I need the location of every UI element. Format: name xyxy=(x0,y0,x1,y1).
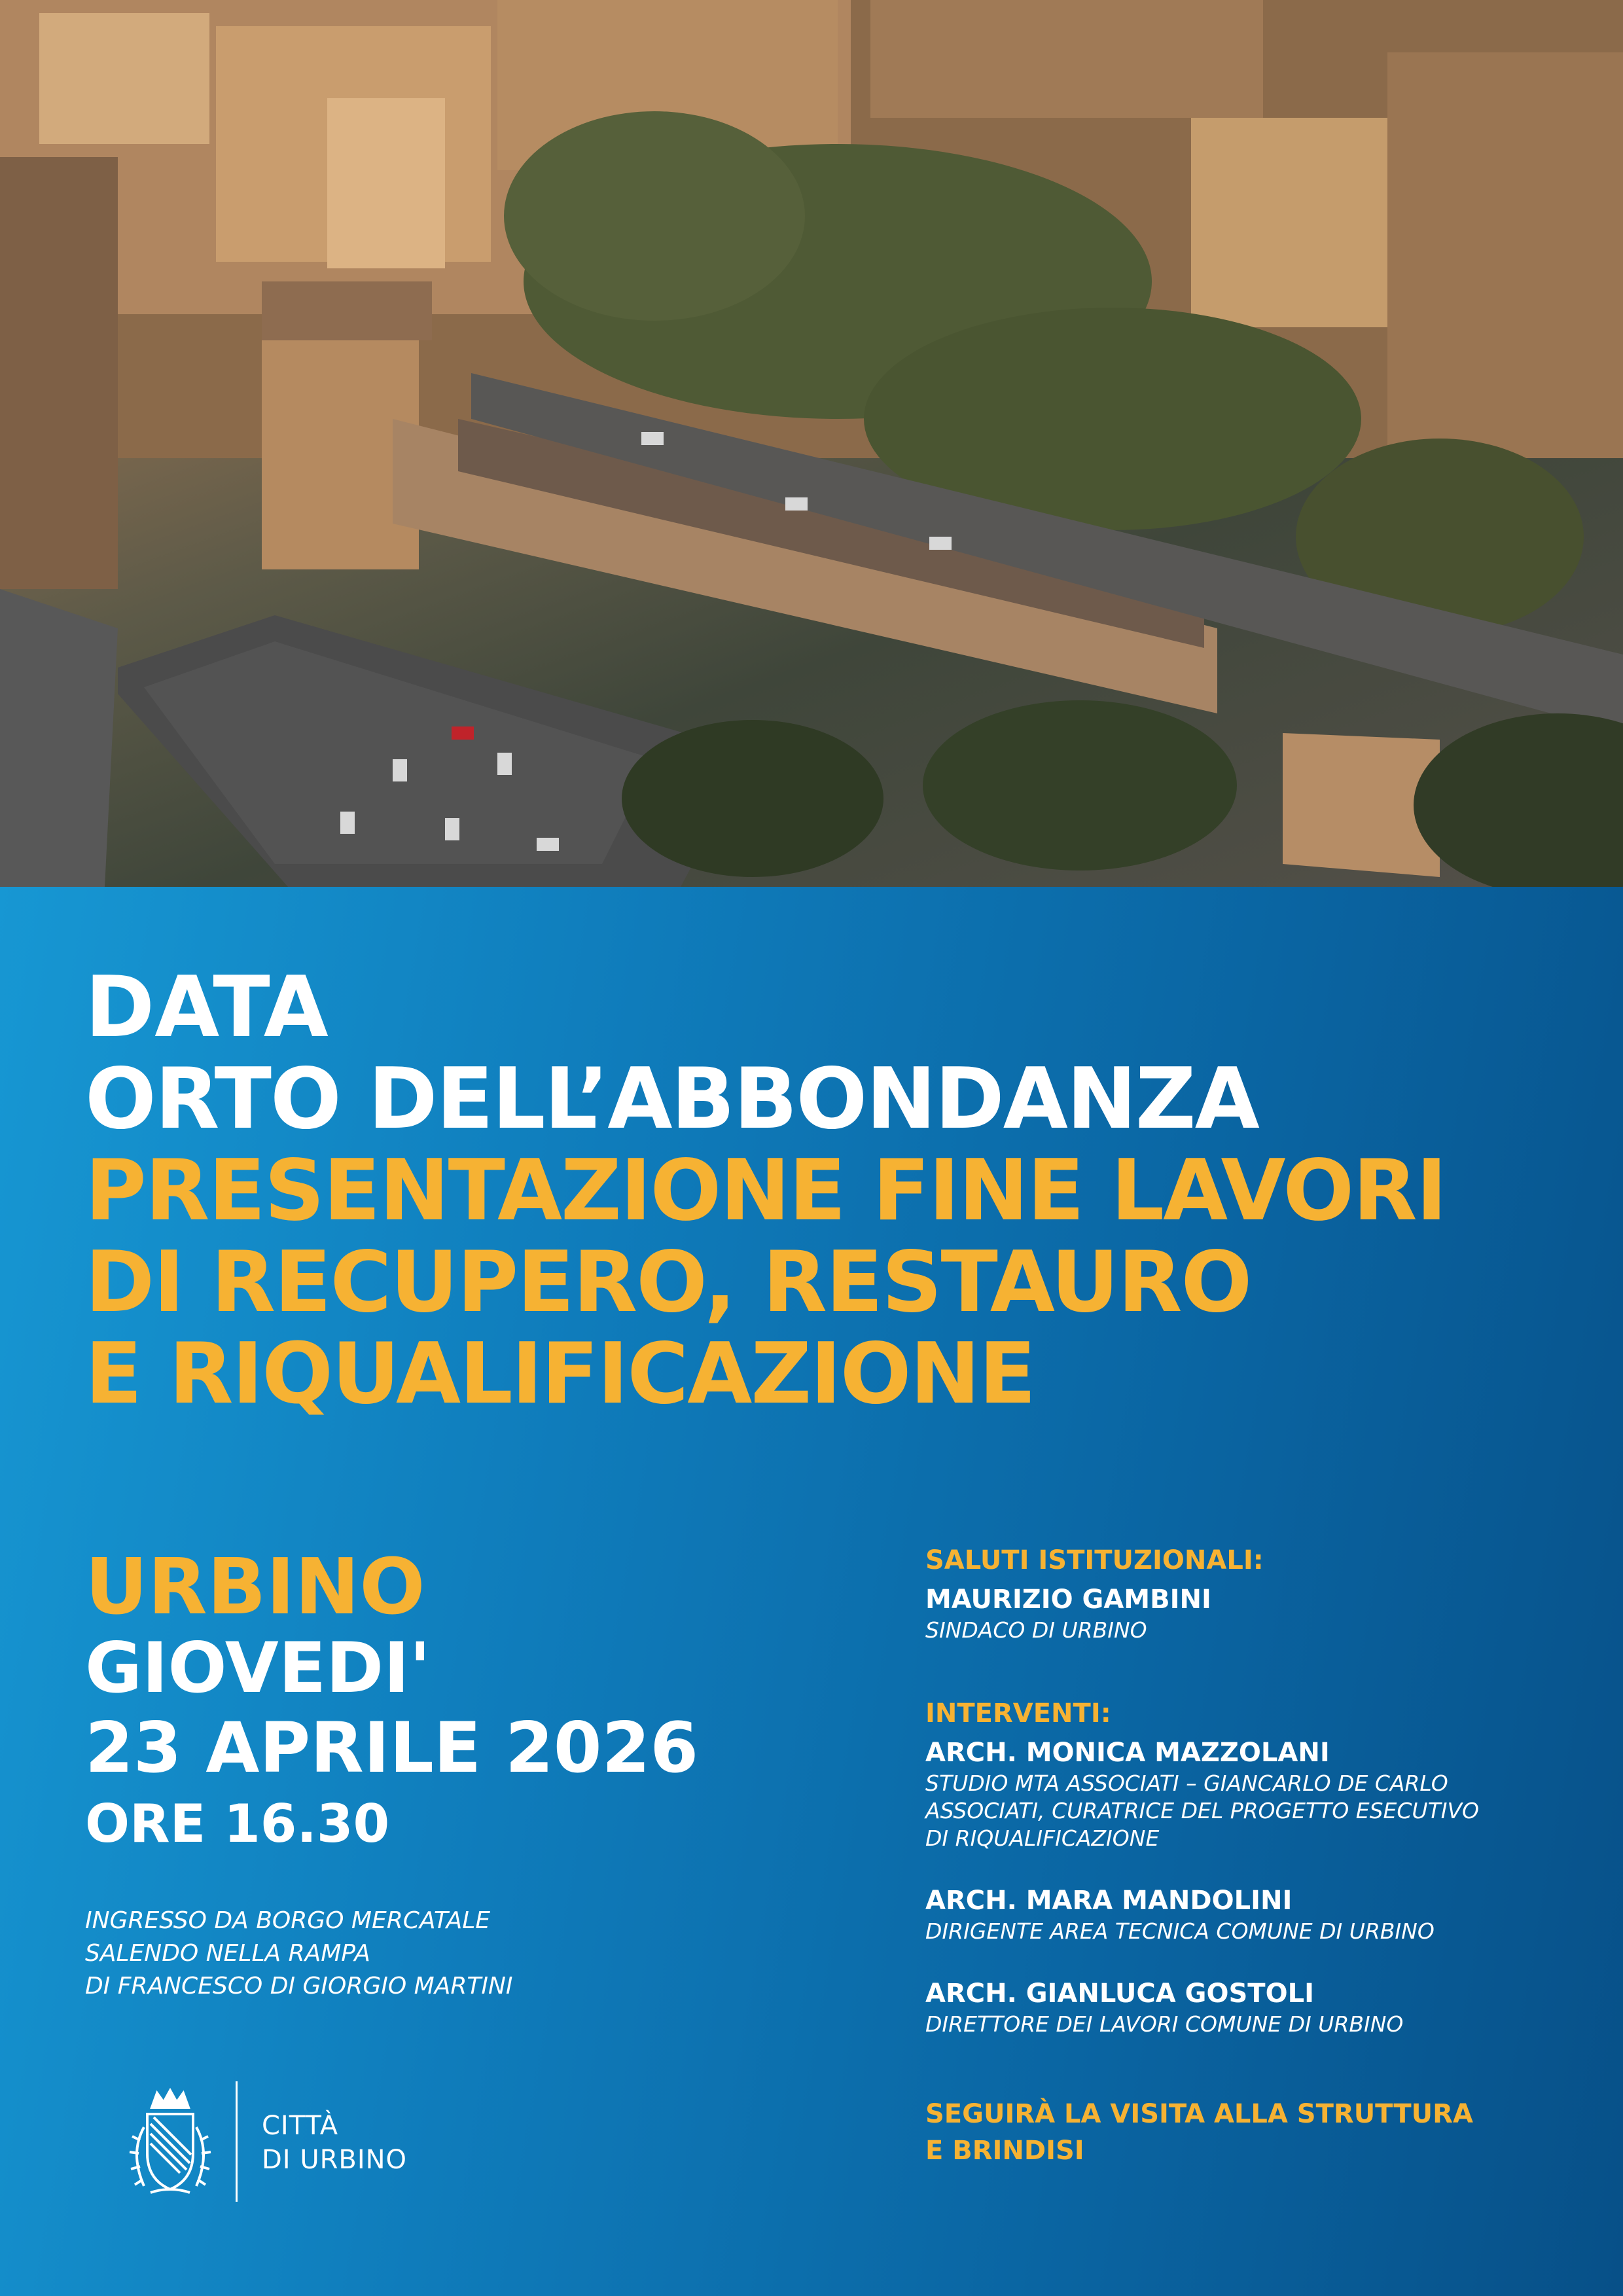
greeter-role: SINDACO DI URBINO xyxy=(925,1617,1147,1643)
city-logo xyxy=(124,2081,425,2206)
greetings-heading: SALUTI ISTITUZIONALI: xyxy=(925,1545,1264,1575)
event-day: GIOVEDI' xyxy=(85,1628,431,1708)
speakers-heading: INTERVENTI: xyxy=(925,1698,1111,1729)
title-line-5: E RIQUALIFICAZIONE xyxy=(85,1325,1035,1423)
aerial-photo xyxy=(0,0,1623,887)
speaker-role-line: DIRIGENTE AREA TECNICA COMUNE DI URBINO xyxy=(925,1918,1435,1944)
event-city: URBINO xyxy=(85,1541,425,1632)
logo-line-2: DI URBINO xyxy=(262,2145,408,2175)
title-line-1: DATA xyxy=(85,959,329,1056)
speaker-role-line: STUDIO MTA ASSOCIATI – GIANCARLO DE CARLO xyxy=(925,1770,1448,1796)
closing-line-2: E BRINDISI xyxy=(925,2136,1084,2166)
logo-text xyxy=(262,2109,407,2177)
aerial-photo-illustration xyxy=(0,0,1623,887)
title-block xyxy=(85,959,1446,1423)
speaker-name: ARCH. MONICA MAZZOLANI xyxy=(925,1738,1330,1768)
closing-line-1: SEGUIRÀ LA VISITA ALLA STRUTTURA xyxy=(925,2099,1473,2129)
title-line-4: DI RECUPERO, RESTAURO xyxy=(85,1234,1251,1331)
entrance-line-1: INGRESSO DA BORGO MERCATALE xyxy=(85,1907,490,1934)
city-crest-icon xyxy=(124,2088,216,2199)
speaker-name: ARCH. GIANLUCA GOSTOLI xyxy=(925,1979,1314,2009)
greeter-name: MAURIZIO GAMBINI xyxy=(925,1585,1211,1615)
speaker-role-line: DI RIQUALIFICAZIONE xyxy=(925,1825,1160,1851)
entrance-line-2: SALENDO NELLA RAMPA xyxy=(85,1940,370,1967)
event-time: ORE 16.30 xyxy=(85,1793,390,1854)
speaker-name: ARCH. MARA MANDOLINI xyxy=(925,1886,1293,1916)
entrance-info xyxy=(85,1905,513,2003)
program xyxy=(925,1543,1580,2169)
title-line-3: PRESENTAZIONE FINE LAVORI xyxy=(85,1142,1446,1240)
event-date: 23 APRILE 2026 xyxy=(85,1708,699,1788)
speaker-role-line: ASSOCIATI, CURATRICE DEL PROGETTO ESECUTIVO xyxy=(925,1798,1480,1823)
speaker-role-line: DIRETTORE DEI LAVORI COMUNE DI URBINO xyxy=(925,2011,1404,2037)
logo-divider xyxy=(236,2081,238,2202)
title-line-2: ORTO DELL’ABBONDANZA xyxy=(85,1050,1258,1148)
logo-line-1: CITTÀ xyxy=(262,2111,339,2141)
entrance-line-3: DI FRANCESCO DI GIORGIO MARTINI xyxy=(85,1973,513,2000)
event-details xyxy=(85,1541,699,1860)
